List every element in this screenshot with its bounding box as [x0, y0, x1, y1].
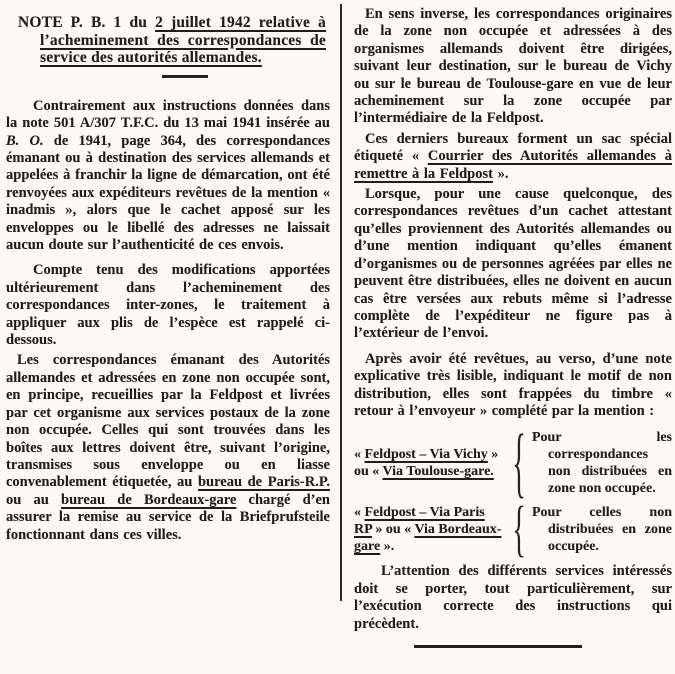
paragraph-modifications: Compte tenu des modifications apportées ultérieurement dans l’acheminement des correspondances inter-zones, le traitement à appliquer aux plis de l’espèce est rappelé ci-dessous.: [6, 262, 330, 349]
brace-icon: {: [512, 494, 526, 564]
paragraph-feldpost-routing: [6, 352, 330, 543]
label-text: «: [354, 447, 365, 463]
paragraph-text: chargé d’en assurer la remise au service de la Briefprufsteile fonctionnant dans ces villes.: [6, 491, 330, 543]
right-column: [354, 6, 672, 648]
paragraph-text: Ces derniers bureaux forment un sac spécial étiqueté «: [354, 130, 672, 165]
paragraph-text: Les correspondances émanant des Autorités allemandes et adressées en zone non occupée sont, en principe, recueillies par la Feldpost et livrées par cet organisme aux services postaux de la zone non occupée. Celles qui sont trouvées dans les boîtes aux lettres doivent être, suivant l’origine, transmises sous enveloppe ou en liasse convenablement étiquetée, au: [6, 352, 330, 491]
courrier-label-underlined: Courrier des Autorités allemandes à remettre à la Feldpost: [354, 148, 673, 182]
feldpost-via-paris-rp-underlined: Feldpost – Via Paris RP: [354, 505, 485, 538]
brace-icon: {: [512, 418, 526, 506]
label-text: » ou «: [371, 522, 415, 538]
title-underlined: 2 juillet 1942 relative à l’acheminement des correspondances de service des autorités allemandes.: [40, 14, 326, 67]
bureau-bordeaux-gare-underlined: bureau de Bordeaux-gare: [61, 491, 237, 508]
paragraph-special-sack: [354, 131, 672, 183]
paragraph-instructions: [6, 98, 330, 255]
left-column: [6, 14, 330, 544]
via-bordeaux-gare-underlined: Via Bordeaux-gare: [354, 522, 502, 555]
routing-label: [354, 504, 506, 555]
paragraph-attention: L’attention des différents services intéressés doit se porter, tout particulièrement, sur l’exécution correcte des instructions qui précèdent.: [354, 563, 672, 632]
paragraph-return-to-sender: Après avoir été revêtues, au verso, d’une note explicative très lisible, indiquant le motif de non distribution, elles sont frappées du timbre « retour à l’envoyeur » complété par la mention :: [354, 350, 672, 419]
routing-table: [354, 418, 672, 564]
routing-description: Pour les correspondances non distribuées en zone non occupée.: [532, 430, 672, 497]
label-text: ».: [380, 539, 395, 555]
paragraph-text: de 1941, page 364, des correspondances émanant ou à destination des services allemands et appelées à franchir la ligne de démarcation, ont été renvoyées aux expéditeurs revêtues de la mention « inadmis », alors que le cachet apposé sur les enveloppes ou le libellé des adresses ne laissait aucun doute sur l’authenticité de ces envois.: [6, 132, 330, 254]
title-plain: NOTE P. B. 1 du: [18, 14, 156, 31]
table-row: [354, 418, 672, 506]
label-text: » ou «: [354, 447, 499, 480]
bulletin-officiel-reference: B. O.: [6, 132, 44, 149]
routing-label: [354, 446, 506, 480]
end-of-note-rule: [414, 645, 582, 648]
via-toulouse-gare-underlined: Via Toulouse-gare.: [382, 464, 494, 480]
paragraph-text: Contrairement aux instructions données dans la note 501 A/307 T.F.C. du 13 mai 1941 insérée au: [6, 97, 330, 132]
paragraph-undeliverable: Lorsque, pour une cause quelconque, des correspondances revêtues d’un cachet attestant qu’elles proviennent des Autorités allemandes ou d’une mention indiquant qu’elles émanent d’organismes ou de personnes agréées par elles ne peuvent être distribuées, elles ne doivent en aucun cas être versées aux rebuts même si l’adresse complète de l’expéditeur ne figure pas à l’extérieur de l’envoi.: [354, 186, 672, 342]
table-row: [354, 494, 672, 564]
paragraph-text: ».: [492, 165, 509, 182]
bureau-paris-rp-underlined: bureau de Paris-R.P.: [197, 474, 330, 491]
column-divider-rule: [340, 4, 342, 601]
feldpost-via-vichy-underlined: Feldpost – Via Vichy: [364, 447, 488, 463]
paragraph-reverse-direction: En sens inverse, les correspondances originaires de la zone non occupée et adressées à des organismes allemands doivent être dirigées, suivant leur destination, sur le bureau de Vichy ou sur le bureau de Toulouse-gare en vue de leur acheminement sur la zone occupée par l’intermédiaire de la Feldpost.: [354, 6, 672, 127]
label-text: «: [354, 505, 365, 521]
title-divider-rule: [162, 75, 208, 78]
note-title: [18, 14, 326, 67]
routing-description: Pour celles non distribuées en zone occupée.: [532, 505, 672, 555]
paragraph-text: ou au: [6, 491, 62, 508]
